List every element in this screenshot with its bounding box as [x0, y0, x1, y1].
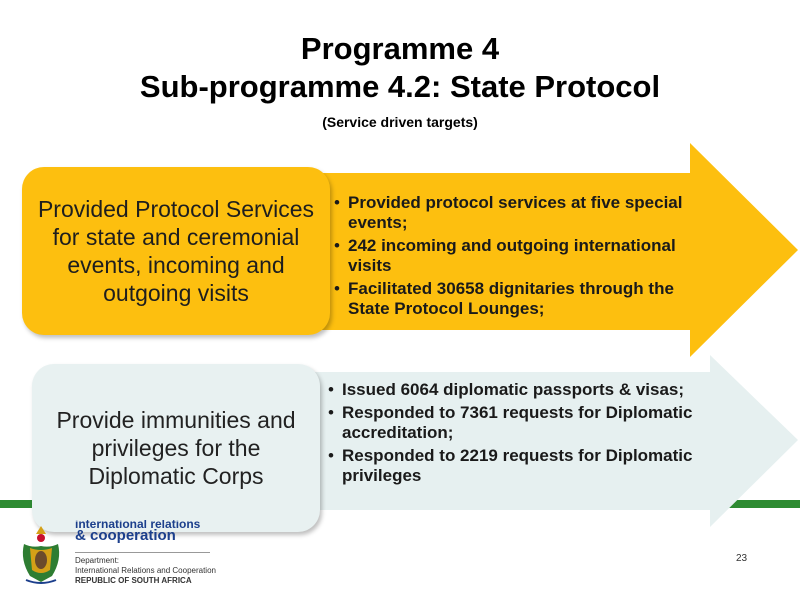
protocol-services-list [334, 193, 704, 322]
immunities-list [328, 380, 698, 489]
country-name: REPUBLIC OF SOUTH AFRICA [75, 576, 192, 585]
title-line-2: Sub-programme 4.2: State Protocol [139, 69, 661, 104]
slide-subtitle: (Service driven targets) [322, 114, 478, 130]
list-item: • Facilitated 30658 dignitaries through the State Protocol Lounges; [334, 279, 704, 319]
department-details [75, 556, 216, 586]
department-label: Department: [75, 556, 120, 565]
list-item: • 242 incoming and outgoing international visits [334, 236, 704, 276]
department-name-line2: & cooperation [75, 527, 176, 544]
department-name [75, 520, 200, 544]
list-item: • Responded to 7361 requests for Diplomatic accreditation; [328, 403, 698, 443]
protocol-services-heading: Provided Protocol Services for state and ceremonial events, incoming and outgoing visits [37, 196, 315, 306]
page-number: 23 [736, 553, 748, 564]
immunities-box [32, 364, 320, 532]
protocol-services-box [22, 167, 330, 335]
coat-of-arms-icon [16, 524, 66, 586]
list-item: • Issued 6064 diplomatic passports & visas; [328, 380, 698, 400]
footer-divider [75, 552, 210, 553]
immunities-heading: Provide immunities and privileges for the Diplomatic Corps [56, 407, 296, 489]
list-item: • Provided protocol services at five special events; [334, 193, 704, 233]
department-fullname: International Relations and Cooperation [75, 566, 216, 575]
title-line-1: Programme 4 [300, 31, 500, 66]
department-name-line1: international relations [75, 520, 201, 528]
list-item: • Responded to 2219 requests for Diplomatic privileges [328, 446, 698, 486]
